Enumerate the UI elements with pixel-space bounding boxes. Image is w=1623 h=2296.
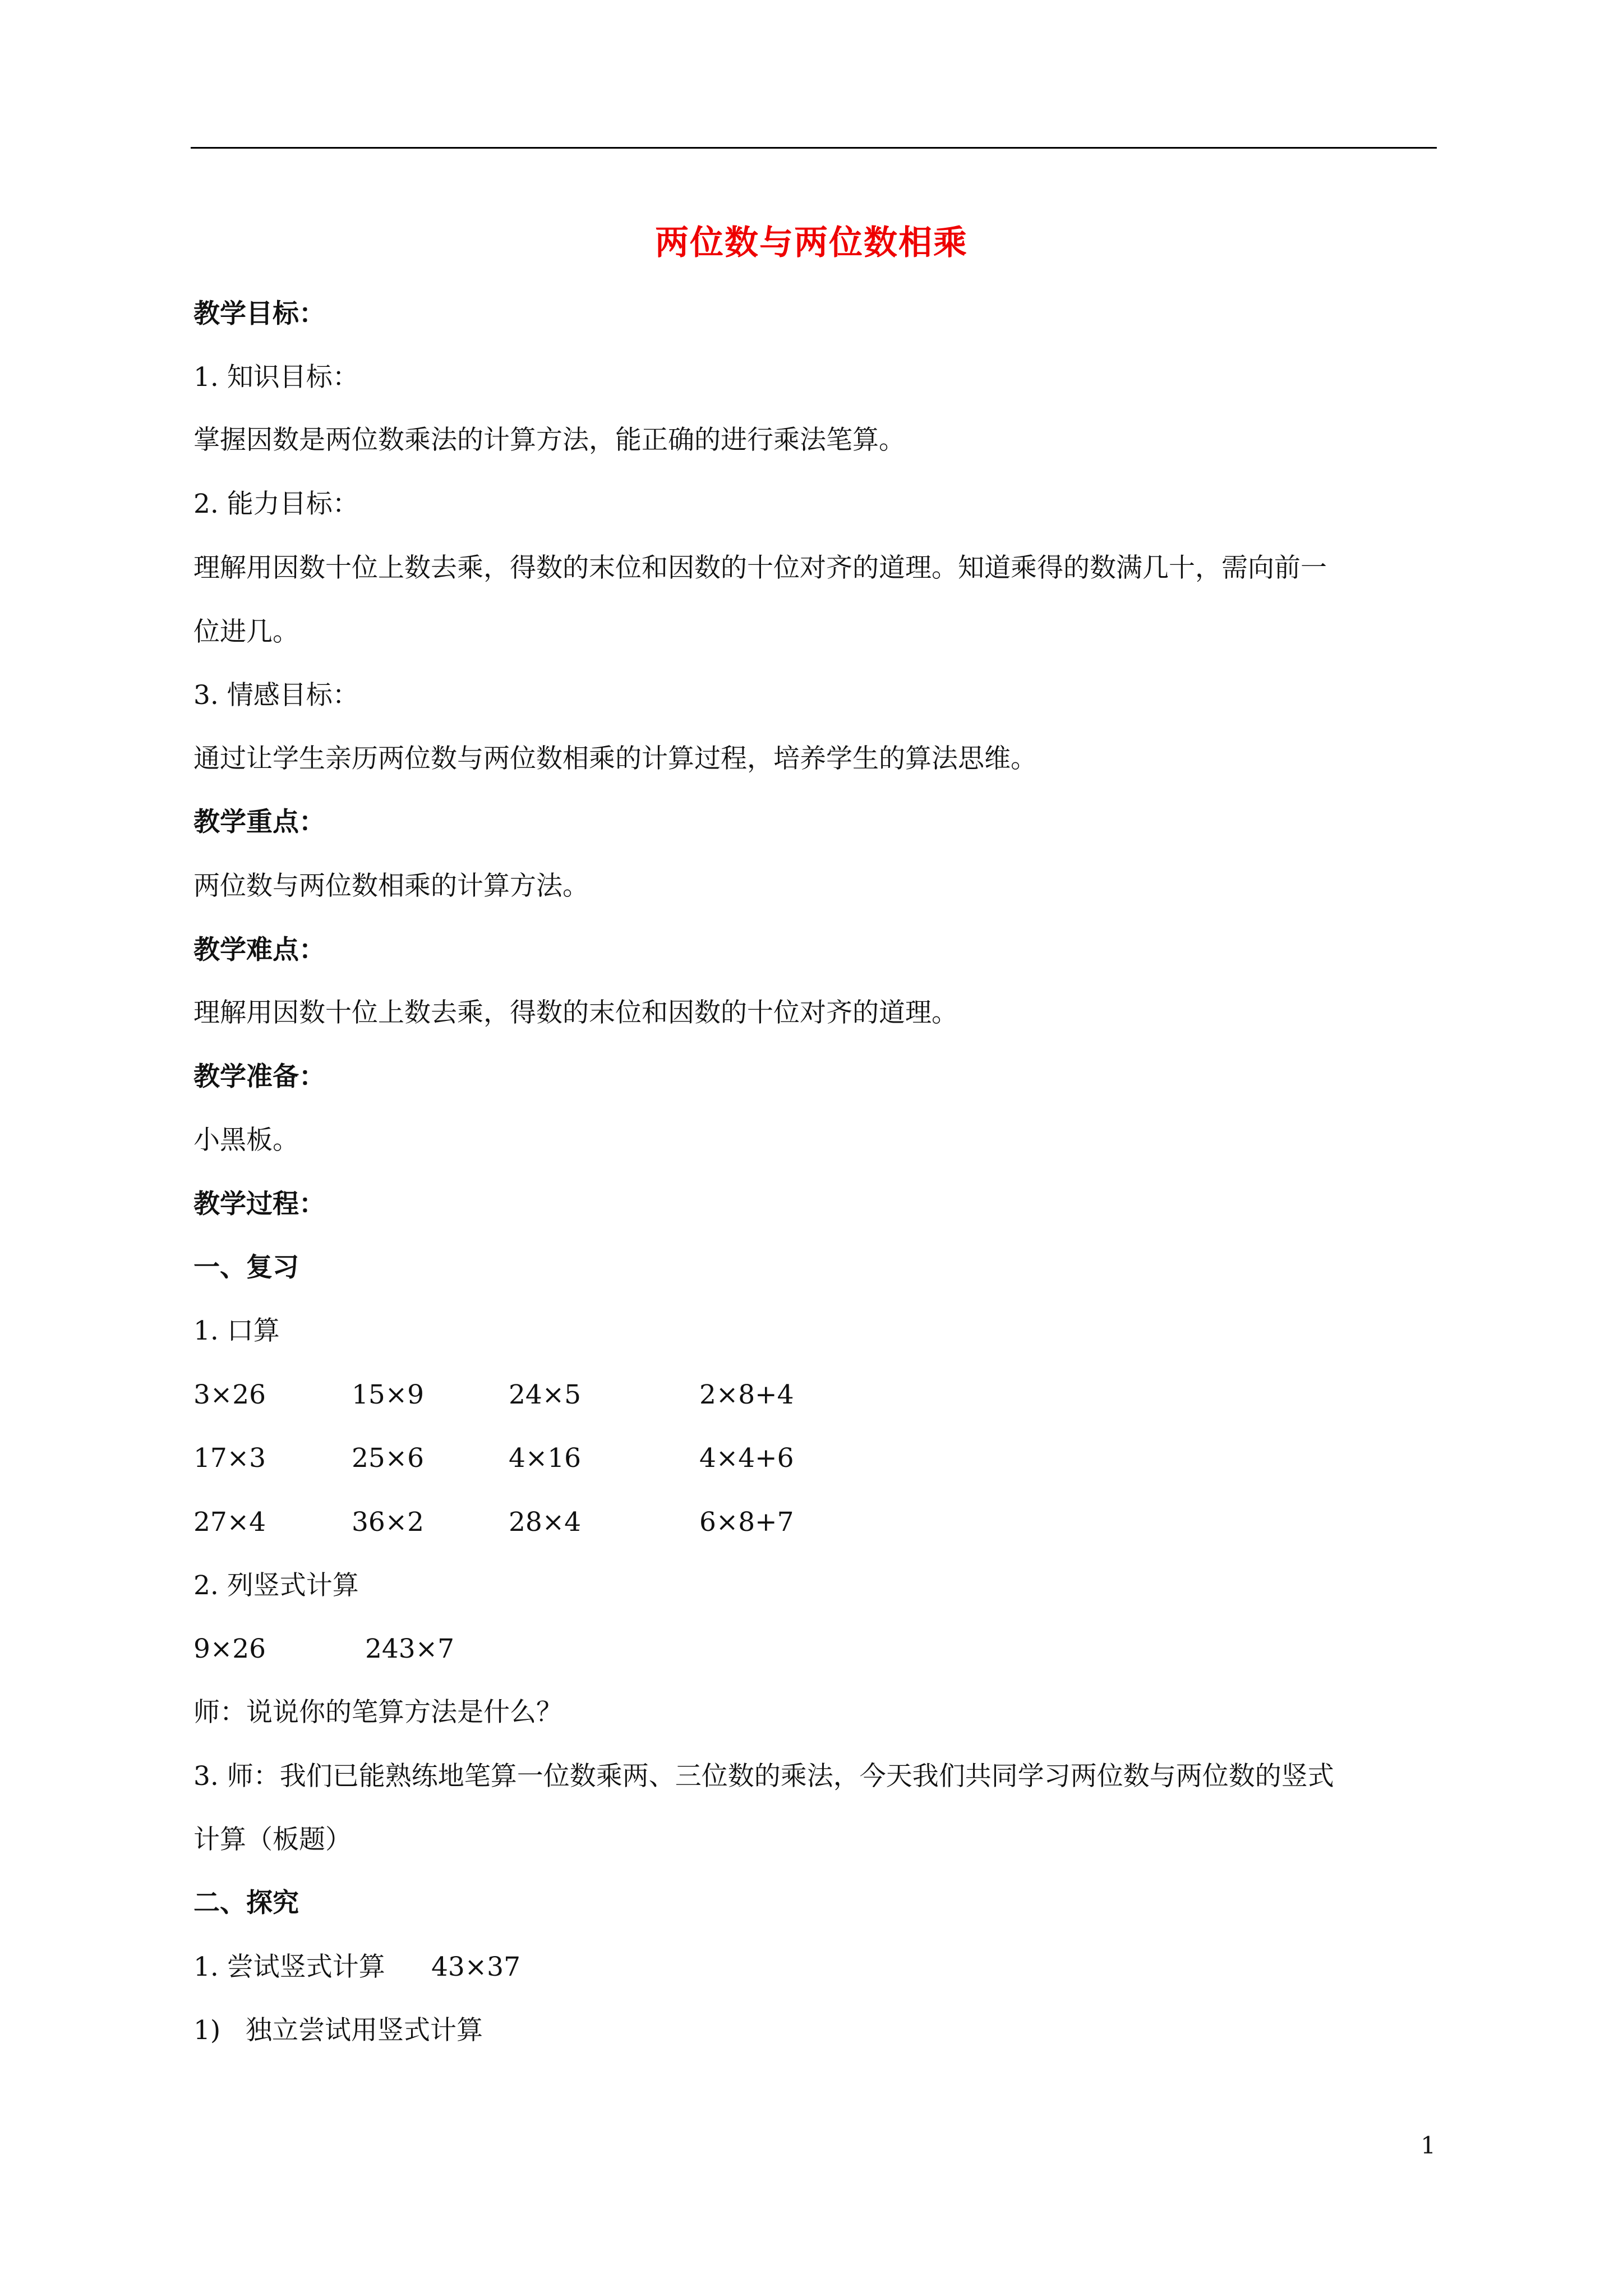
difficulty-text: 理解用因数十位上数去乘，得数的末位和因数的十位对齐的道理。 [193, 997, 958, 1028]
trial-calc-label: 1. 尝试竖式计算 [193, 1952, 385, 1982]
page-number: 1 [1421, 2132, 1436, 2159]
oral-calc-label: 1. 口算 [193, 1315, 280, 1346]
oral-calc-item: 24×5 [509, 1379, 582, 1410]
oral-calc-item: 4×16 [509, 1443, 582, 1474]
document-title: 两位数与两位数相乘 [655, 223, 968, 263]
objective-2-text-line1: 理解用因数十位上数去乘，得数的末位和因数的十位对齐的道理。知道乘得的数满几十，需向前一 [193, 553, 1327, 583]
process-heading: 教学过程： [193, 1189, 325, 1220]
vertical-calc-row [193, 1632, 454, 1666]
key-point-heading: 教学重点： [193, 807, 325, 838]
oral-calc-item: 4×4+6 [699, 1443, 794, 1474]
objective-1-text: 掌握因数是两位数乘法的计算方法，能正确的进行乘法笔算。 [193, 425, 905, 455]
oral-calc-item: 36×2 [352, 1507, 425, 1538]
key-point-text: 两位数与两位数相乘的计算方法。 [193, 871, 589, 901]
objective-2-label: 2. 能力目标： [193, 489, 359, 519]
oral-calc-row [193, 1506, 794, 1539]
objective-3-label: 3. 情感目标： [193, 680, 359, 711]
objective-2-text-line2: 位进几。 [193, 616, 299, 647]
oral-calc-item: 2×8+4 [699, 1379, 794, 1410]
trial-calc-row [193, 1950, 520, 1984]
oral-calc-row [193, 1378, 794, 1412]
header-rule [191, 147, 1437, 149]
objectives-heading: 教学目标： [193, 298, 325, 329]
intro-text-line2: 计算（板题） [193, 1824, 352, 1855]
oral-calc-item: 6×8+7 [699, 1507, 794, 1538]
difficulty-heading: 教学难点： [193, 935, 325, 965]
oral-calc-item: 28×4 [509, 1507, 582, 1538]
step-1-text: 1) 独立尝试用竖式计算 [193, 2015, 483, 2046]
teacher-question: 师：说说你的笔算方法是什么？ [193, 1697, 562, 1728]
vertical-calc-item: 9×26 [193, 1634, 266, 1664]
objective-1-label: 1. 知识目标： [193, 362, 359, 393]
objective-3-text: 通过让学生亲历两位数与两位数相乘的计算过程，培养学生的算法思维。 [193, 743, 1037, 774]
preparation-text: 小黑板。 [193, 1125, 299, 1156]
oral-calc-row [193, 1442, 794, 1475]
section-explore-heading: 二、探究 [193, 1888, 299, 1918]
preparation-heading: 教学准备： [193, 1061, 325, 1092]
oral-calc-item: 27×4 [193, 1507, 266, 1538]
section-review-heading: 一、复习 [193, 1252, 299, 1283]
vertical-calc-item: 243×7 [365, 1634, 454, 1664]
oral-calc-item: 3×26 [193, 1379, 266, 1410]
vertical-calc-label: 2. 列竖式计算 [193, 1570, 359, 1601]
oral-calc-item: 17×3 [193, 1443, 266, 1474]
oral-calc-item: 25×6 [352, 1443, 425, 1474]
trial-calc-expression: 43×37 [431, 1952, 520, 1982]
oral-calc-item: 15×9 [352, 1379, 425, 1410]
intro-text-line1: 3. 师：我们已能熟练地笔算一位数乘两、三位数的乘法，今天我们共同学习两位数与两位数的竖式 [193, 1761, 1334, 1792]
